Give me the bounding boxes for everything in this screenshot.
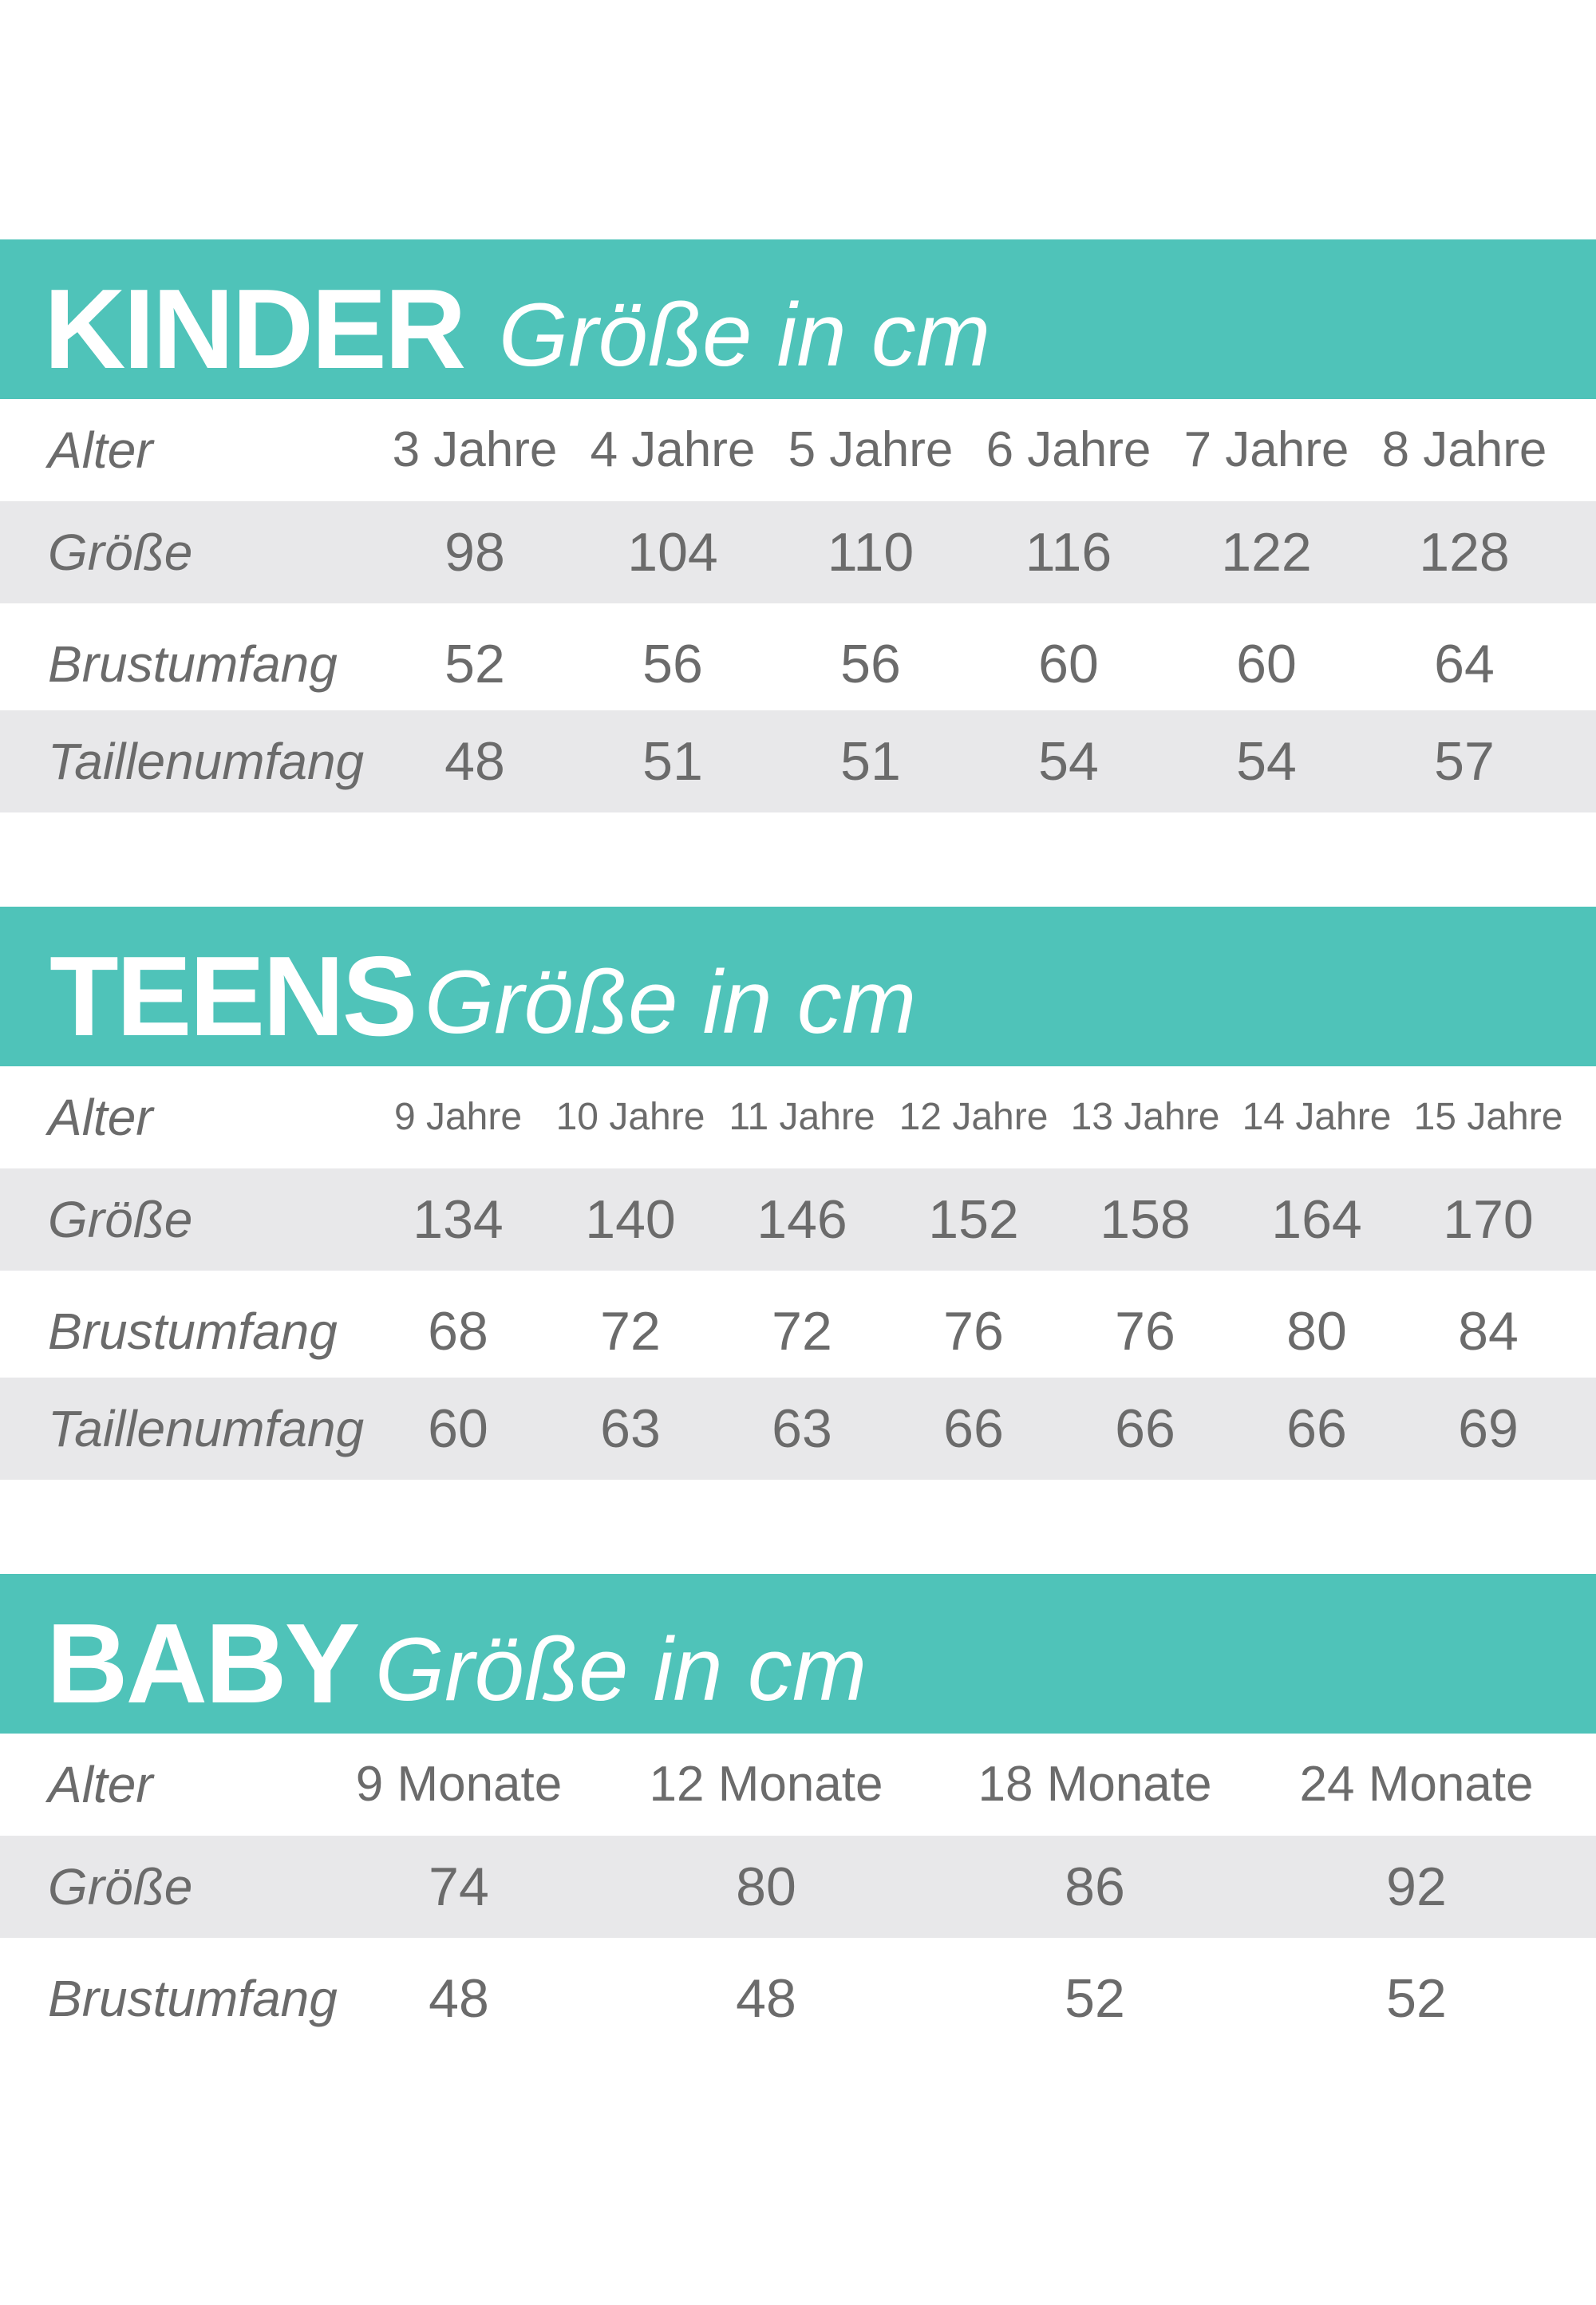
- row-label: Brustumfang: [48, 1303, 338, 1360]
- table-row-kinder-alter: [0, 399, 1596, 501]
- table-row-baby-alter: [0, 1734, 1596, 1836]
- table-row-teens-alter: [0, 1066, 1596, 1168]
- row-label: Alter: [48, 1089, 153, 1146]
- table-cell: 68: [428, 1301, 488, 1362]
- row-label: Brustumfang: [48, 635, 338, 693]
- table-cell: 72: [600, 1301, 661, 1362]
- section-title-teens: TEENS: [49, 933, 416, 1060]
- table-cell: 24 Monate: [1299, 1757, 1534, 1812]
- table-cell: 12 Monate: [649, 1757, 883, 1812]
- table-row-kinder-brustumfang: [0, 613, 1596, 715]
- table-cell: 84: [1458, 1301, 1519, 1362]
- row-label: Alter: [48, 1756, 153, 1813]
- table-cell: 54: [1038, 731, 1099, 792]
- table-cell: 146: [757, 1189, 847, 1250]
- table-cell: 54: [1236, 731, 1297, 792]
- table-cell: 57: [1434, 731, 1495, 792]
- table-cell: 48: [444, 731, 505, 792]
- table-cell: 51: [642, 731, 703, 792]
- table-cell: 140: [585, 1189, 676, 1250]
- table-cell: 5 Jahre: [788, 422, 954, 477]
- table-row-baby-brustumfang: [0, 1947, 1596, 2050]
- table-cell: 60: [1038, 634, 1099, 694]
- table-cell: 18 Monate: [978, 1757, 1212, 1812]
- table-cell: 8 Jahre: [1381, 422, 1547, 477]
- table-cell: 6 Jahre: [986, 422, 1152, 477]
- table-cell: 52: [444, 634, 505, 694]
- row-label: Größe: [48, 1191, 193, 1248]
- table-cell: 92: [1386, 1856, 1447, 1917]
- table-cell: 98: [444, 522, 505, 583]
- table-cell: 66: [1286, 1398, 1347, 1459]
- table-row-teens-brustumfang: [0, 1280, 1596, 1382]
- row-label: Größe: [48, 524, 193, 581]
- row-label: Taillenumfang: [48, 1400, 365, 1457]
- table-cell: 104: [627, 522, 718, 583]
- table-cell: 76: [943, 1301, 1004, 1362]
- table-cell: 15 Jahre: [1413, 1096, 1563, 1138]
- table-cell: 9 Jahre: [393, 1096, 523, 1138]
- table-cell: 52: [1386, 1968, 1447, 2029]
- section-title-baby: BABY: [46, 1600, 358, 1727]
- row-label: Größe: [48, 1858, 193, 1916]
- section-subtitle-baby: Größe in cm: [375, 1619, 867, 1719]
- table-cell: 13 Jahre: [1070, 1096, 1220, 1138]
- table-cell: 12 Jahre: [899, 1096, 1049, 1138]
- row-label: Taillenumfang: [48, 733, 365, 790]
- table-cell: 72: [772, 1301, 832, 1362]
- table-cell: 48: [736, 1968, 796, 2029]
- section-subtitle-kinder: Größe in cm: [499, 285, 991, 385]
- table-row-kinder-groesse: [0, 501, 1596, 603]
- table-cell: 66: [943, 1398, 1004, 1459]
- table-cell: 4 Jahre: [590, 422, 756, 477]
- table-cell: 56: [840, 634, 901, 694]
- table-cell: 63: [600, 1398, 661, 1459]
- table-cell: 51: [840, 731, 901, 792]
- table-cell: 10 Jahre: [555, 1096, 705, 1138]
- table-row-teens-groesse: [0, 1168, 1596, 1271]
- table-cell: 80: [1286, 1301, 1347, 1362]
- row-label: Brustumfang: [48, 1970, 338, 2027]
- table-cell: 9 Monate: [355, 1757, 563, 1812]
- table-cell: 110: [827, 522, 915, 583]
- banner-kinder: [0, 239, 1596, 399]
- section-title-kinder: KINDER: [44, 266, 464, 393]
- table-cell: 80: [736, 1856, 796, 1917]
- table-cell: 116: [1025, 522, 1112, 583]
- table-cell: 152: [928, 1189, 1019, 1250]
- row-label: Alter: [48, 421, 153, 479]
- table-cell: 170: [1443, 1189, 1534, 1250]
- table-cell: 74: [429, 1856, 489, 1917]
- table-cell: 60: [428, 1398, 488, 1459]
- table-cell: 56: [642, 634, 703, 694]
- table-cell: 76: [1115, 1301, 1175, 1362]
- table-cell: 164: [1271, 1189, 1362, 1250]
- table-cell: 48: [429, 1968, 489, 2029]
- banner-baby: [0, 1574, 1596, 1734]
- table-cell: 60: [1236, 634, 1297, 694]
- table-cell: 14 Jahre: [1242, 1096, 1392, 1138]
- table-cell: 66: [1115, 1398, 1175, 1459]
- table-row-teens-taillenumfang: [0, 1378, 1596, 1480]
- table-cell: 3 Jahre: [392, 422, 558, 477]
- table-cell: 122: [1221, 522, 1312, 583]
- table-cell: 7 Jahre: [1183, 422, 1349, 477]
- table-cell: 134: [413, 1189, 504, 1250]
- section-subtitle-teens: Größe in cm: [425, 952, 917, 1052]
- table-row-baby-groesse: [0, 1836, 1596, 1938]
- table-cell: 128: [1419, 522, 1510, 583]
- table-cell: 86: [1065, 1856, 1125, 1917]
- banner-teens: [0, 907, 1596, 1066]
- table-cell: 158: [1100, 1189, 1191, 1250]
- table-cell: 11 Jahre: [729, 1096, 875, 1138]
- table-cell: 52: [1065, 1968, 1125, 2029]
- table-cell: 69: [1458, 1398, 1519, 1459]
- table-row-kinder-taillenumfang: [0, 710, 1596, 812]
- table-cell: 63: [772, 1398, 832, 1459]
- table-cell: 64: [1434, 634, 1495, 694]
